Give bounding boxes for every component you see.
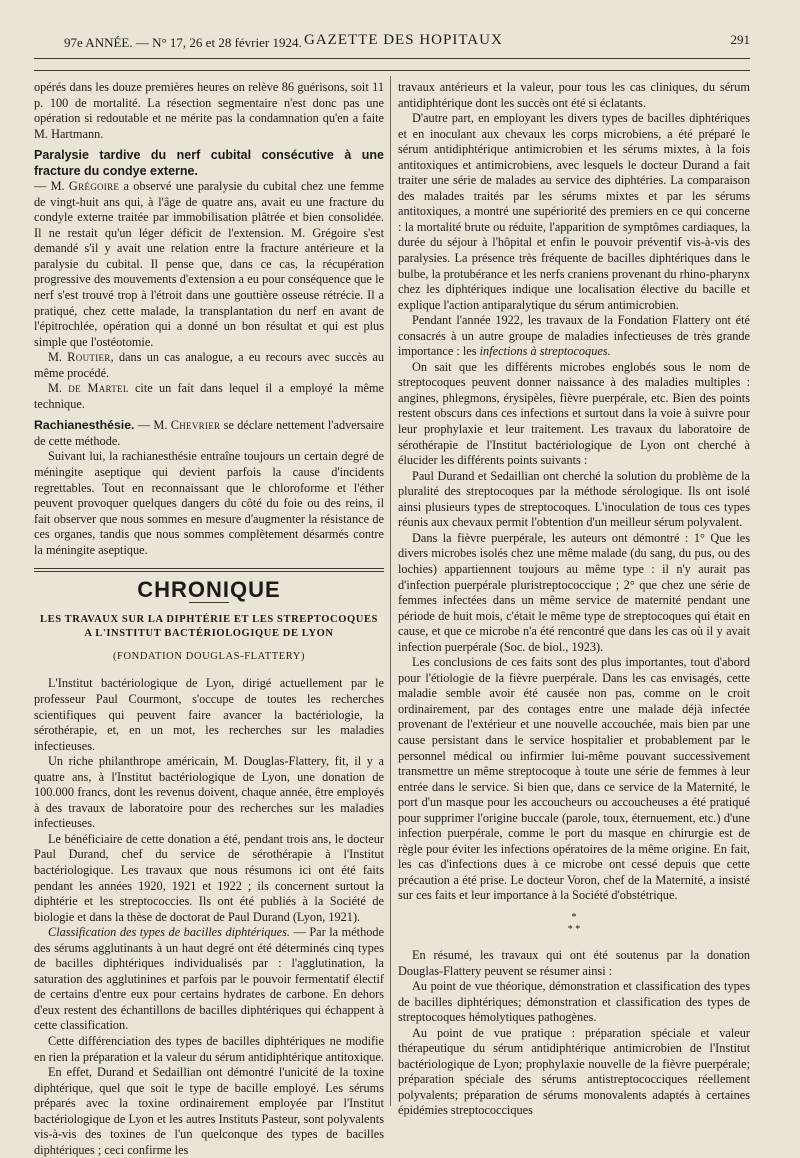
left-column [34, 80, 384, 1158]
paragraph: En résumé, les travaux qui ont été soutenus par la donation Douglas-Flattery peuvent se résumer ainsi : [398, 947, 750, 978]
article-title: LES TRAVAUX SUR LA DIPHTÉRIE ET LES STREPTOCOQUES A L'INSTITUT BACTÉRIOLOGIQUE DE LYON [40, 613, 378, 639]
paragraph: — M. Grégoire a observé une paralysie du cubital chez une femme de vingt-huit ans qui, à l'âge de quatre ans, avait eu une fracture du condyle externe traitée par immobilisation plâtrée et bien consolidée. Il ne restait qu'un léger déficit de l'extension. M. Grégoire s'est demandé s'il y avait une relation entre la fracture antérieure et la paralysie du cubital. Il pense que, dans ce cas, la récupération progressive des mouvements d'extension a eu pour conséquence que le nerf s'est trouvé trop à l'étroit dans une gouttière osseuse rétrécie. Il a pratiqué, chez cette malade, la transplantation du nerf en avant de l'épitrochlée, opération qui a donné un bon résultat et qui est plus simple que l'ostéotomie. [34, 179, 384, 349]
italic-subheading: Classification des types de bacilles diphtériques. [48, 925, 290, 940]
paragraph: Dans la fièvre puerpérale, les auteurs ont démontré : 1° Que les divers microbes isolés chez une même malade (du sang, du pus, ou des lochies) appartiennent toujours au même type : il n'y aurait pas d'infection puerpérale pluristreptococcique ; 2° que chez une série de femmes infectées dans un même service de maternité pendant une période de huit mois, c'était le même type de streptocoques qui était en cause, et que ce microbe n'a été rencontré que dans les cas où il y avait infection puerpérale (Soc. de biol., 1923). [398, 530, 750, 654]
author-name: Routier [67, 350, 111, 365]
paragraph: Rachianesthésie. — M. Chevrier se déclare nettement l'adversaire de cette méthode. [34, 418, 385, 448]
paragraph: M. Routier, dans un cas analogue, a eu recours avec succès au même procédé. [34, 350, 384, 380]
paragraph: Les conclusions de ces faits sont des plus importantes, tout d'abord pour l'étiologie de la fièvre puerpérale. Dans les cas envisagés, cette maladie semble avoir été causée non pas, comme on le croit ordinairement, par des contages entre une malade déjà infectée provenant de l'extérieur et une nouvelle accouchée, mais bien par une cause persistant dans le service hospitalier et probablement par le personnel médical ou infirmier lui-même pouvant successivement transmettre un même streptocoque à toute une série de femmes à leur entrée dans le service. Si bien que, dans ce service de la Maternité, le port d'un masque pour les accoucheurs ou accoucheuses a été pratiqué pour supprimer l'origine buccale (parole, toux, éternuement, etc.) d'une infection puerpérale, comme le port du masque en chirurgie est de règle pour éviter les infections opératoires de la même origine. En fait, les cas d'infections dues à ce microbe ont cessé depuis que cette précaution a été prise. Le docteur Voron, chef de la Maternité, a insisté sur ces faits et leur importance à la Société d'obstétrique. [398, 655, 750, 903]
header-rule-lower [34, 70, 750, 71]
paragraph: M. de Martel cite un fait dans lequel il a employé la même technique. [34, 381, 384, 411]
paragraph: Cette différenciation des types de bacilles diphtériques ne modifie en rien la préparation et la valeur du sérum antidiphtérique antitoxique. [34, 1033, 384, 1064]
paragraph: D'autre part, en employant les divers types de bacilles diphtériques et en inoculant aux chevaux les corps microbiens, a été préparé le sérum antidiphtérique antimicrobien et les sérums mixtes, à la fois antitoxiques et antimicrobiens, avec lesquels le docteur Durand a fait traiter une série de malades au service des diphtéries. La comparaison des malades traités par les sérums mixtes et par les sérums antitoxiques, a montré une supériorité des premiers en ce qui concerne : la mortalité brute ou réduite, l'apparition de symptômes cardiaques, la durée du séjour à l'hôpital et enfin le pouvoir préventif vis-à-vis des paralysies. La présence très fréquente de bacilles diphtériques dans le bulbe, la protubérance et les nerfs craniens provenant du rhino-pharynx chez les diphtériques indique une localisation élective du bacille et explique l'action antiparalytique du sérum antimicrobien. [398, 111, 750, 312]
paragraph: Classification des types de bacilles diphtériques. — Par la méthode des sérums agglutinants à un haut degré ont été déterminés cinq types de bacilles diphtériques individualisés par : l'agglutination, la saturation des agglutinines et parfois par le pouvoir fermentatif électif de certains d'entre eux pour certains hydrates de carbone. En dehors d'eux restent des échantillons de bacilles diphtériques qui échappent à cette classification. [34, 925, 384, 1033]
header-issue: 97e ANNÉE. — N° 17, 26 et 28 février 1924. [64, 35, 302, 50]
running-header [64, 32, 750, 54]
paragraph: Paul Durand et Sedaillian ont cherché la solution du problème de la pluralité des streptocoques par la méthode sérologique. Ils ont isolé ainsi plusieurs types de streptocoques. L'inoculation de tous ces types réunis aux chevaux permit l'obtention d'un meilleur sérum polyvalent. [398, 468, 750, 530]
author-name: de Martel [68, 381, 129, 396]
paragraph: Au point de vue théorique, démonstration et classification des types de bacilles diphtériques; démonstration et classification des types de streptocoques hémolytiques pathogènes. [398, 979, 750, 1025]
header-journal-title: GAZETTE DES HOPITAUX [304, 32, 503, 48]
paragraph: Au point de vue pratique : préparation spéciale et valeur thérapeutique du sérum antidiphtérique antimicrobien de l'Institut bactériologique de Lyon; prophylaxie nouvelle de la fièvre puerpérale; préparation spéciale des sérums antistreptococciques réellement polyvalents; préparation de sérums monovalents adaptés à certaines épidémies streptococciques [398, 1025, 750, 1118]
italic-term: infections à streptocoques. [479, 344, 611, 359]
article-subtitle: (FONDATION DOUGLAS-FLATTERY) [112, 650, 306, 662]
paragraph: On sait que les différents microbes englobés sous le nom de streptocoques peuvent donner naissance à des maladies multiples : angines, phlegmons, érysipèles, fièvre puerpérale, etc. Bien des points restent obscurs dans ces infections et surtout dans la voie à suivre pour leur prophylaxie et leur traitement. Les travaux du laboratoire de sérothérapie de l'Institut bactériologique de Lyon ont cherché à élucider les différents points suivants : [398, 359, 750, 468]
header-rule [34, 58, 750, 59]
column-divider [390, 76, 391, 1106]
paragraph: opérés dans les douze premières heures on relève 86 guérisons, soit 11 p. 100 de mortalité. La résection segmentaire n'est donc pas une opération si redoutable et ne mérite pas la condamnation qu'en a faite M. Hartmann. [34, 80, 384, 141]
author-name: Chevrier [170, 418, 221, 433]
paragraph: travaux antérieurs et la valeur, pour tous les cas cliniques, du sérum antidiphtérique dont les succès ont été si éclatants. [398, 80, 750, 110]
author-name: Grégoire [68, 179, 120, 194]
right-column [398, 80, 750, 1119]
section-separator [34, 568, 384, 572]
chronique-heading: CHRONIQUE [137, 577, 281, 603]
section-heading-paralysie: Paralysie tardive du nerf cubital consécutive à une fracture du condye externe. [34, 148, 384, 178]
paragraph: L'Institut bactériologique de Lyon, dirigé actuellement par le professeur Paul Courmont, s'occupe de toutes les recherches scientifiques qui peuvent faire avancer la bactériologie, la sérothérapie, et, en un mot, les recherches sur les maladies infectieuses. [34, 676, 384, 753]
asterism: * * * [567, 911, 581, 935]
short-rule [189, 602, 229, 603]
paragraph: En effet, Durand et Sedaillian ont démontré l'unicité de la toxine diphtérique, quel que soit le type de bacille employé. Les sérums préparés avec la toxine ordinairement employée par l'Institut bactériologique de Lyon et les autres Instituts Pasteur, sont polyvalents vis-à-vis des toxines de l'un quelconque des types de bacilles diphtériques ; ceci confirme les [34, 1065, 384, 1157]
paragraph: Un riche philanthrope américain, M. Douglas-Flattery, fit, il y a quatre ans, à l'Institut bactériologique de Lyon, une donation de 100.000 francs, dont les revenus doivent, chaque année, être employés à des travaux de laboratoire pour des recherches sur les maladies infectieuses. [34, 754, 384, 831]
paragraph: Pendant l'année 1922, les travaux de la Fondation Flattery ont été consacrés à un autre groupe de maladies infectieuses de très grande importance : les infections à streptocoques. [398, 313, 750, 359]
header-page-number: 291 [730, 32, 750, 47]
paragraph: Le bénéficiaire de cette donation a été, pendant trois ans, le docteur Paul Durand, chef du service de sérothérapie à l'Institut bactériologique. Les travaux que nous résumons ici ont été faits pendant les années 1920, 1921 et 1922 ; ils concernent surtout la diphtérie et les streptococcies. Ils ont été publiés à la Société de biologie et dans la thèse de doctorat de Paul Durand (Lyon, 1921). [34, 831, 384, 924]
section-heading-rachianesthesie: Rachianesthésie. [34, 418, 135, 433]
paragraph: Suivant lui, la rachianesthésie entraîne toujours un certain degré de méningite aseptique qui devient parfois la cause d'incidents regrettables. Tout en reconnaissant que le chloroforme et l'éther peuvent provoquer quelques dangers du côté du foie ou des reins, il fait observer que nous sommes en mesure d'augmenter la résistance de ces organes, tandis que nous sommes complètement désarmés contre la méningite aseptique. [34, 449, 384, 557]
